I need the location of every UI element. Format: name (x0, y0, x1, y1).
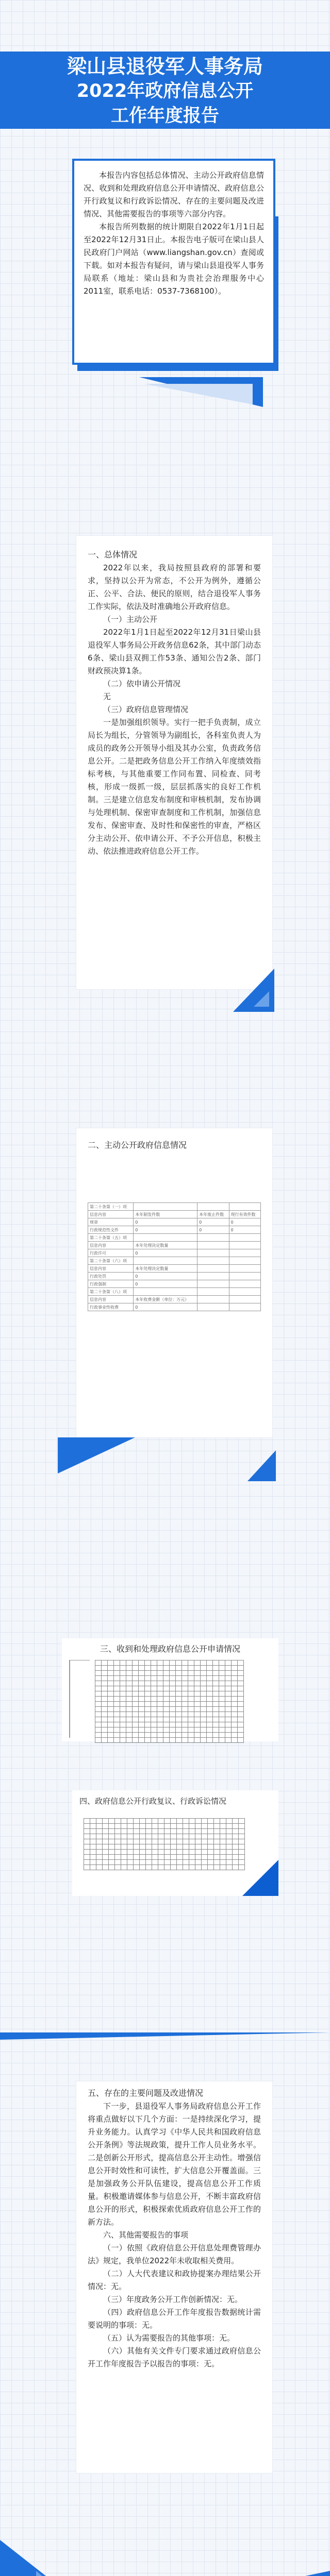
table-cell (229, 1265, 260, 1273)
table-cell (197, 1296, 229, 1303)
report-title-line1: 梁山县退役军人事务局 (67, 55, 263, 78)
section1-heading: 一、总体情况 (88, 550, 138, 560)
intro-paragraph-2: 本报告所列数据的统计期限自2022年1月1日起至2022年12月31日止。本报告电子版可在梁山县人民政府门户网站（www.liangshan.gov.cn）查阅或下载。如对本报告有疑问，请与梁山县退役军人事务局联系（地址：梁山县和为贵社会治理服务中心2011室，联系电话：0537-7368100）。 (84, 222, 264, 296)
table-cell (197, 1234, 229, 1242)
table-cell (134, 1234, 197, 1242)
corner-triangle-right (248, 1450, 276, 1481)
table-cell: 0 (229, 1226, 260, 1234)
table-cell (229, 1280, 260, 1288)
divider-stripe (0, 2032, 330, 2040)
section6-item: （五）认为需要报告的其他事项：无。 (103, 2333, 235, 2343)
table-cell (197, 1265, 229, 1273)
table-cell (134, 1288, 197, 1296)
table-cell (197, 1273, 229, 1280)
table-cell (197, 1242, 229, 1249)
table-cell: 0 (197, 1218, 229, 1226)
table-cell: 0 (134, 1218, 197, 1226)
section1-paragraph-1: 2022年以来，我局按照县政府的部署和要求，坚持以公开为常态，不公开为例外，遵循公正、公平、合法、便民的原则，结合退役军人事务工作实际，依法及时准确地公开政府信息。 (88, 563, 261, 611)
table-cell: 行政规范性文件 (88, 1226, 134, 1234)
report-title-line2: 2022年政府信息公开 (76, 81, 254, 101)
section4-heading: 四、政府信息公开行政复议、行政诉讼情况 (79, 1797, 227, 1806)
table-cell (197, 1288, 229, 1296)
report-title-line3: 工作年度报告 (110, 106, 219, 126)
table-cell: 本年制发件数 (134, 1211, 197, 1218)
table-row (88, 1226, 261, 1234)
table-row (88, 1242, 261, 1249)
section1-card (76, 536, 272, 989)
table-row (88, 1303, 261, 1311)
section6-item: （六）其他有关文件专门要求通过政府信息公开工作年度报告予以报告的事项：无。 (88, 2346, 261, 2368)
table-row (88, 1296, 261, 1303)
table-cell: 0 (134, 1273, 197, 1280)
footer-triangle-right (206, 2571, 330, 2576)
table-cell (229, 1249, 260, 1257)
table-cell: 信息内容 (88, 1211, 134, 1218)
table-cell: 第二十条第（一）项 (88, 1203, 134, 1211)
table-cell (229, 1203, 260, 1211)
table-cell (134, 1257, 197, 1265)
table-cell (229, 1273, 260, 1280)
table-cell: 0 (229, 1218, 260, 1226)
table-cell: 现行有效件数 (229, 1211, 260, 1218)
table-row (88, 1280, 261, 1288)
table-cell (229, 1257, 260, 1265)
table-cell: 0 (134, 1303, 197, 1311)
ribbon-decoration-light (144, 384, 253, 404)
review-litigation-table (84, 1818, 245, 1870)
corner-triangle-small (254, 991, 269, 1007)
table-row (88, 1257, 261, 1265)
section3-card (62, 1638, 278, 1741)
application-handling-table (95, 1660, 244, 1743)
table-cell: 行政事业性收费 (88, 1303, 134, 1311)
report-title-banner (0, 52, 330, 129)
intro-card (72, 159, 275, 365)
table-cell (197, 1249, 229, 1257)
table-cell: 0 (134, 1280, 197, 1288)
section1-paragraph-2: 2022年1月1日起至2022年12月31日梁山县退役军人事务局公开政务信息62条，其中部门动态6条、梁山县双拥工作53条、通知公告2条、部门财政预决算1条。 (88, 628, 261, 675)
footer-triangle-left-light (36, 2571, 67, 2576)
table-cell: 信息内容 (88, 1242, 134, 1249)
section6-heading: 六、其他需要报告的事项 (103, 2230, 189, 2240)
table-row (88, 1203, 261, 1211)
table-cell: 本年处理决定数量 (134, 1242, 197, 1249)
table-cell: 本年废止件数 (197, 1211, 229, 1218)
section1-subheading-2: （二）依申请公开情况 (103, 679, 181, 688)
table-row (88, 1211, 261, 1218)
section6-item: （三）年度政务公开工作创新情况：无。 (103, 2295, 243, 2304)
section3-heading: 三、收到和处理政府信息公开申请情况 (100, 1644, 240, 1654)
section1-paragraph-4: 一是加强组织领导。实行一把手负责制，成立局长为组长，分管领导为副组长，各科室负责人为成员的政务公开领导小组及其办公室，负责政务信息公开。二是把政务信息公开工作纳入年度绩效指标考核，与其他重要工作同布置、同检查、同考核，形成一级抓一级，层层抓落实的良好工作机制。三是建立信息发布制度和审核机制，发布协调与处理机制、保密审查制度和工作机制，加强信息发布、保密审查、及时性和保密性的审查，严格区分主动公开、依申请公开、不予公开信息，积极主动、依法推进政府信息公开工作。 (88, 718, 261, 856)
table-cell: 0 (134, 1226, 197, 1234)
section1-subheading-3: （三）政府信息管理情况 (103, 705, 189, 714)
table-cell (134, 1203, 197, 1211)
section2-heading: 二、主动公开政府信息情况 (88, 1140, 187, 1150)
section5-heading: 五、存在的主要问题及改进情况 (88, 2088, 204, 2098)
ribbon-decoration-left (58, 1437, 135, 1473)
table-cell: 规章 (88, 1218, 134, 1226)
table-cell (229, 1288, 260, 1296)
table-cell: 行政许可 (88, 1249, 134, 1257)
section1-subheading-1: （一）主动公开 (103, 615, 158, 624)
table-cell: 0 (197, 1226, 229, 1234)
table-cell (197, 1280, 229, 1288)
table-cell: 第二十条第（五）项 (88, 1234, 134, 1242)
table-row (88, 1234, 261, 1242)
table-cell: 本年收费金额（单位：万元） (134, 1296, 197, 1303)
table-cell (229, 1303, 260, 1311)
section3-row-labels (69, 1660, 90, 1743)
section2-card (76, 1128, 272, 1437)
table-cell (197, 1203, 229, 1211)
table-cell: 信息内容 (88, 1296, 134, 1303)
table-cell (229, 1296, 260, 1303)
table-cell: 本年处理决定数量 (134, 1265, 197, 1273)
table-cell (229, 1242, 260, 1249)
table-cell: 第二十条第（八）项 (88, 1288, 134, 1296)
table-cell: 0 (134, 1249, 197, 1257)
table-row (88, 1265, 261, 1273)
table-row (88, 1288, 261, 1296)
table-cell (197, 1303, 229, 1311)
section6-item: （二）人大代表建议和政协提案办理结果公开情况：无。 (88, 2269, 261, 2291)
section1-paragraph-3: 无 (103, 692, 111, 701)
section4-card (72, 1790, 278, 1896)
table-row (88, 1218, 261, 1226)
section5-card (76, 2081, 272, 2473)
table-cell: 行政强制 (88, 1280, 134, 1288)
table-cell: 行政处罚 (88, 1273, 134, 1280)
proactive-disclosure-table (88, 1202, 261, 1311)
section6-item: （四）政府信息公开工作年度报告数据统计需要说明的事项：无。 (88, 2308, 261, 2330)
table-cell: 第二十条第（六）项 (88, 1257, 134, 1265)
section6-item: （一）依照《政府信息公开信息处理费管理办法》规定，我单位2022年未收取相关费用。 (88, 2243, 261, 2265)
table-row (88, 1249, 261, 1257)
intro-paragraph-1: 本报告内容包括总体情况、主动公开政府信息情况、收到和处理政府信息公开申请情况、政府信息公开行政复议和行政诉讼情况、存在的主要问题及改进情况、其他需要报告的事项等六部分内容。 (84, 171, 264, 218)
table-cell (197, 1257, 229, 1265)
table-cell (229, 1234, 260, 1242)
table-row (88, 1273, 261, 1280)
table-cell: 信息内容 (88, 1265, 134, 1273)
section5-paragraph: 下一步，县退役军人事务局政府信息公开工作将重点做好以下几个方面：一是持续深化学习，提升业务能力。认真学习《中华人民共和国政府信息公开条例》等法规政策，提升工作人员业务水平。二是创新公开形式，提高信息公开主动性。增强信息公开时效性和可读性，扩大信息公开覆盖面。三是加强政务公开队伍建设，提高信息公开工作质量。积极邀请媒体参与信息公开，不断丰富政府信息公开的形式，积极探索优质政府信息公开工作的新方法。 (88, 2102, 261, 2227)
